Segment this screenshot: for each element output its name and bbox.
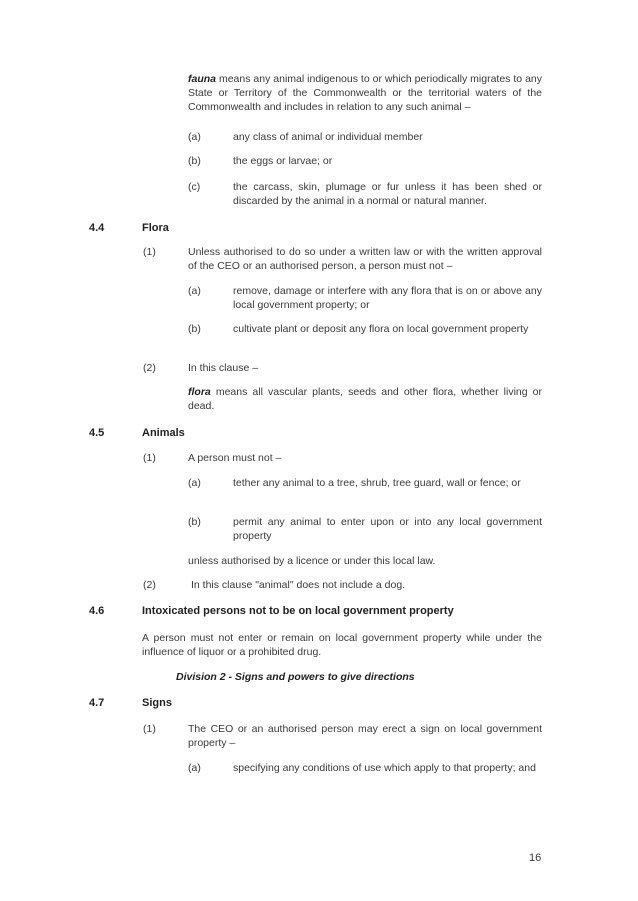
fauna-item-b-text: the eggs or larvae; or	[233, 155, 333, 167]
fauna-item-c-text: the carcass, skin, plumage or fur unless it has been shed or discarded by the animal in a normal or natural manner.	[233, 181, 542, 207]
division-heading: Division 2 - Signs and powers to give directions	[176, 671, 415, 683]
animals-sub2-text: In this clause "animal" does not include a dog.	[191, 579, 406, 591]
signs-sub1-text: The CEO or an authorised person may erect a sign on local government property –	[188, 723, 542, 749]
section-4-4-title: Flora	[142, 222, 169, 234]
flora-sub1-label: (1)	[143, 246, 156, 258]
animals-sub1-label: (1)	[143, 452, 156, 464]
animals-sub1-tail: unless authorised by a licence or under this local law.	[188, 555, 436, 567]
flora-definition	[188, 385, 542, 413]
section-4-4-number: 4.4	[89, 222, 105, 234]
fauna-definition-text: means any animal indigenous to or which periodically migrates to any State or Territory of the Commonwealth or the territorial waters of the Commonwealth and includes in relation to any such animal –	[188, 73, 542, 113]
flora-sub1-text: Unless authorised to do so under a written law or with the written approval of the CEO or an authorised person, a person must not –	[188, 246, 542, 272]
fauna-item-a-label: (a)	[188, 131, 201, 143]
signs-item-a-label: (a)	[188, 762, 201, 774]
fauna-definition	[188, 72, 542, 114]
animals-item-a-label: (a)	[188, 477, 201, 489]
flora-item-b-text: cultivate plant or deposit any flora on local government property	[233, 323, 529, 335]
section-4-5-number: 4.5	[89, 427, 105, 439]
section-4-7-number: 4.7	[89, 697, 105, 709]
animals-sub1-text: A person must not –	[188, 452, 282, 464]
signs-sub1-label: (1)	[143, 723, 156, 735]
section-4-7-title: Signs	[142, 697, 172, 709]
fauna-term: fauna	[188, 73, 217, 85]
flora-item-a-label: (a)	[188, 285, 201, 297]
section-4-6-number: 4.6	[89, 605, 105, 617]
fauna-item-c-label: (c)	[188, 181, 201, 193]
flora-term: flora	[188, 386, 211, 398]
section-4-6-title: Intoxicated persons not to be on local government property	[142, 605, 454, 617]
animals-sub2-label: (2)	[143, 579, 156, 591]
flora-sub2-text: In this clause –	[188, 362, 259, 374]
flora-item-b-label: (b)	[188, 323, 201, 335]
signs-item-a-text: specifying any conditions of use which apply to that property; and	[233, 762, 536, 774]
animals-item-b-text: permit any animal to enter upon or into any local government property	[233, 516, 542, 542]
animals-item-a-text: tether any animal to a tree, shrub, tree guard, wall or fence; or	[233, 477, 521, 489]
fauna-item-b-label: (b)	[188, 155, 201, 167]
fauna-item-a-text: any class of animal or individual member	[233, 131, 423, 143]
flora-item-a-text: remove, damage or interfere with any flora that is on or above any local government property; or	[233, 285, 542, 311]
animals-item-b-label: (b)	[188, 516, 201, 528]
flora-definition-text: means all vascular plants, seeds and other flora, whether living or dead.	[188, 386, 542, 412]
flora-sub2-label: (2)	[143, 362, 156, 374]
section-4-6-text: A person must not enter or remain on local government property while under the influence of liquor or a prohibited drug.	[142, 632, 542, 658]
section-4-5-title: Animals	[142, 427, 185, 439]
page-number: 16	[529, 852, 542, 864]
